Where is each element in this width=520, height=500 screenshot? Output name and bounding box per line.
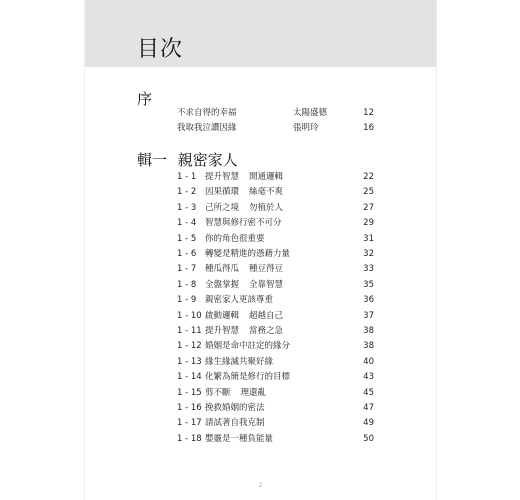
entry-page: 12 [363, 108, 374, 118]
entry-author: 張明玲 [293, 123, 319, 133]
entry-title [205, 247, 290, 262]
entry-page: 47 [363, 403, 374, 413]
entry-number: 1 - 13 [177, 356, 202, 367]
entry-title: 我取我泣讚因緣 [177, 123, 237, 133]
entry-number: 1 - 4 [177, 218, 197, 229]
entry-number: 1 - 5 [177, 233, 197, 244]
entry-number: 1 - 11 [177, 326, 202, 336]
entry-title [205, 278, 283, 293]
toc-entry[interactable] [85, 401, 436, 416]
entry-page: 29 [363, 218, 374, 229]
entry-number: 1 - 18 [177, 433, 202, 444]
entry-title-part-b: 全靠智慧 [249, 279, 284, 290]
toc-entry[interactable] [85, 216, 436, 231]
preface-entry[interactable] [85, 121, 436, 136]
entry-page: 49 [363, 418, 374, 429]
entry-title-part-b: 種豆得豆 [249, 264, 284, 275]
entry-title [205, 370, 290, 385]
entry-title-part-a: 己所之境 [205, 202, 240, 213]
entry-title-part-a: 提升智慧 [205, 326, 240, 336]
entry-title [205, 262, 283, 277]
entry-title-part-a: 全盤掌握 [205, 279, 240, 290]
entry-title-part-b: 當務之急 [249, 326, 284, 336]
entry-page: 16 [363, 123, 374, 133]
entry-title-part-b: 勿植於人 [249, 202, 284, 213]
toc-entry[interactable] [85, 324, 436, 339]
entry-page: 36 [363, 295, 374, 306]
entry-title [205, 416, 265, 431]
entry-title-part-a: 緣生緣滅共聚好緣 [205, 356, 274, 367]
toc-entry[interactable] [85, 201, 436, 216]
entry-title-part-b: 絲毫不爽 [249, 187, 284, 198]
preface-heading: 序 [137, 90, 153, 108]
entry-title [205, 386, 266, 401]
entry-title [205, 232, 265, 247]
entry-title-part-a: 化繁為簡是修行的目標 [205, 372, 291, 383]
entry-title-part-a: 嬰靈是一種負能量 [205, 433, 274, 444]
entry-number: 1 - 15 [177, 387, 202, 398]
toc-entry[interactable] [85, 293, 436, 308]
entry-page: 45 [363, 387, 374, 398]
entry-title-part-b: 超越自己 [249, 310, 284, 321]
entry-title [205, 216, 282, 231]
entry-page: 32 [363, 249, 374, 259]
entry-number: 1 - 6 [177, 249, 197, 259]
toc-entry[interactable] [85, 355, 436, 370]
entry-page: 40 [363, 356, 374, 367]
entry-title [205, 309, 283, 324]
entry-title-part-a: 婚姻是命中註定的緣分 [205, 341, 291, 352]
entry-title-part-a: 剪不斷 [205, 387, 231, 398]
entry-page: 38 [363, 341, 374, 352]
entry-title [205, 185, 283, 200]
toc-entry[interactable] [85, 247, 436, 262]
toc-entry[interactable] [85, 432, 436, 447]
toc-entry[interactable] [85, 170, 436, 185]
entry-title-part-a: 親密家人更該尊重 [205, 295, 274, 306]
toc-entry[interactable] [85, 416, 436, 431]
toc-entry[interactable] [85, 309, 436, 324]
entry-page: 25 [363, 187, 374, 198]
toc-entry[interactable] [85, 232, 436, 247]
entry-title-part-a: 轉變是精進的憑藉力量 [205, 249, 291, 259]
page-number: 2 [258, 482, 263, 489]
toc-entry[interactable] [85, 185, 436, 200]
entry-title [205, 339, 290, 354]
entry-title: 不求自得的幸福 [177, 108, 237, 118]
entry-number: 1 - 9 [177, 295, 197, 306]
entry-page: 38 [363, 326, 374, 336]
entry-title-part-a: 智慧與修行密不可分 [205, 218, 282, 229]
toc-entry[interactable] [85, 339, 436, 354]
entry-number: 1 - 8 [177, 279, 197, 290]
entry-page: 33 [363, 264, 374, 275]
preface-entry[interactable] [85, 106, 436, 121]
entry-title [205, 201, 283, 216]
entry-number: 1 - 14 [177, 372, 202, 383]
entry-number: 1 - 2 [177, 187, 197, 198]
entry-title [205, 170, 283, 185]
entry-title-part-a: 請試著自我克制 [205, 418, 265, 429]
entry-page: 37 [363, 310, 374, 321]
entry-title-part-a: 種瓜得瓜 [205, 264, 240, 275]
book-page [85, 0, 436, 500]
toc-entry[interactable] [85, 262, 436, 277]
entry-number: 1 - 3 [177, 202, 197, 213]
entry-title [205, 324, 283, 339]
entry-title-part-a: 啟動邏輯 [205, 310, 240, 321]
entry-title-part-a: 提升智慧 [205, 172, 240, 182]
entry-title [205, 432, 273, 447]
entry-title-part-b: 理還亂 [240, 387, 267, 398]
toc-entry[interactable] [85, 386, 436, 401]
entry-page: 31 [363, 233, 374, 244]
entry-title [205, 293, 273, 308]
entry-page: 35 [363, 279, 374, 290]
entry-number: 1 - 10 [177, 310, 202, 321]
entry-page: 27 [363, 202, 374, 213]
entry-page: 50 [363, 433, 374, 444]
entry-title [205, 401, 265, 416]
entry-number: 1 - 17 [177, 418, 202, 429]
entry-author: 太陽盛德 [293, 108, 328, 118]
entry-title-part-a: 挽救婚姻的密法 [205, 403, 265, 413]
entry-number: 1 - 1 [177, 172, 197, 182]
entry-number: 1 - 12 [177, 341, 202, 352]
entry-page: 43 [363, 372, 374, 383]
chapter-title: 親密家人 [177, 151, 238, 169]
entry-title-part-b: 開通邏輯 [249, 172, 284, 182]
chapter-heading [137, 149, 238, 170]
entry-title-part-a: 你的角色很重要 [205, 233, 265, 244]
toc-entry[interactable] [85, 278, 436, 293]
entry-page: 22 [363, 172, 374, 182]
entry-number: 1 - 16 [177, 403, 202, 413]
page-title: 目次 [137, 37, 184, 62]
toc-entry[interactable] [85, 370, 436, 385]
entry-title [205, 355, 273, 370]
entry-number: 1 - 7 [177, 264, 197, 275]
entry-title-part-a: 因果循環 [205, 187, 240, 198]
chapter-number: 輯一 [137, 151, 168, 169]
